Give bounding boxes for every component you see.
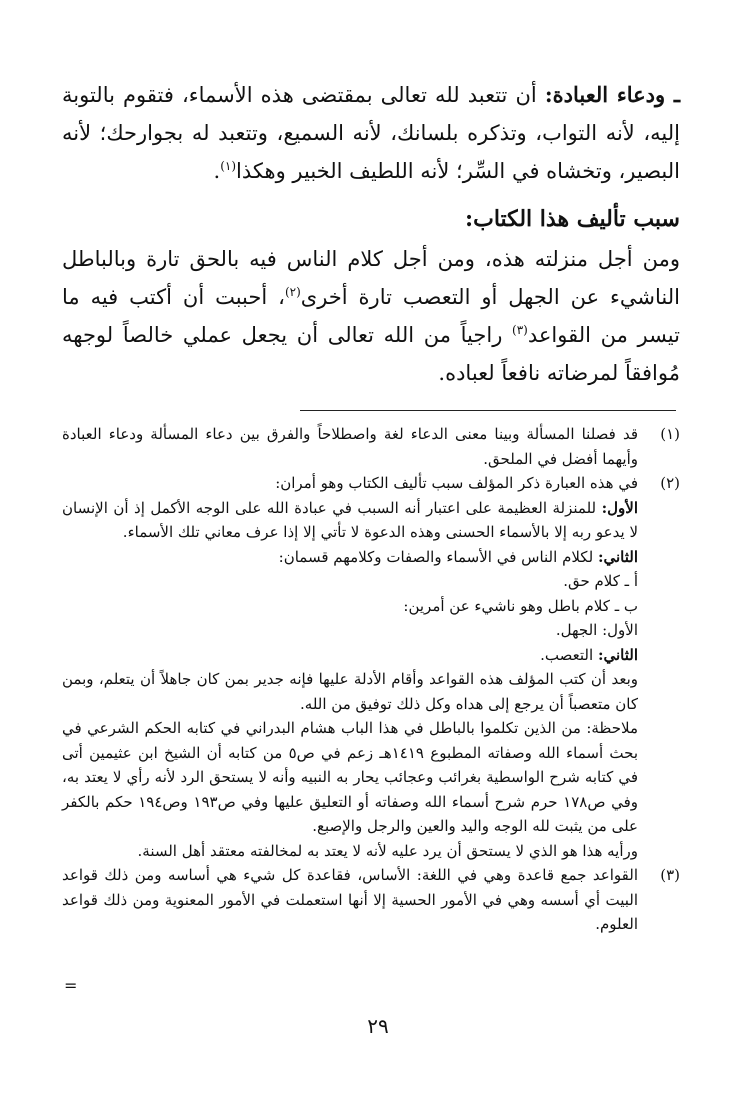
footnote-separator xyxy=(300,410,676,411)
footnote-line: أ ـ كلام حق. xyxy=(563,572,638,590)
term-label: ـ ودعاء العبادة: xyxy=(544,82,681,107)
footnote-2 xyxy=(62,471,680,863)
page-number: ٢٩ xyxy=(367,1014,389,1038)
footnote-text: قد فصلنا المسألة وبينا معنى الدعاء لغة واصطلاحاً والفرق بين دعاء المسألة ودعاء العبادة وأيهما أفضل في الملحق. xyxy=(62,425,638,468)
label: الثاني: xyxy=(597,645,638,664)
footnote-line: ب ـ كلام باطل وهو ناشيء عن أمرين: xyxy=(403,596,638,615)
text: لكلام الناس في الأسماء والصفات وكلامهم قسمان: xyxy=(278,547,598,566)
paragraph-du-al-ibada xyxy=(62,76,680,190)
continuation-mark: = xyxy=(64,976,78,995)
section-heading: سبب تأليف هذا الكتاب: xyxy=(465,206,680,232)
footnote-ref-1: (١) xyxy=(220,159,237,173)
label: الثاني: xyxy=(597,547,638,566)
label: الأول: xyxy=(601,498,638,517)
paragraph-text: راجياً من الله تعالى أن يجعل عملي خالصاً لوجهه مُوافقاً لمرضاته نافعاً لعباده. xyxy=(62,323,680,385)
text: للمنزلة العظيمة على اعتبار أنه السبب في عبادة الله على الوجه الأكمل إذ أن الإنسان لا يدعو ربه إلا بالأسماء الحسنى وهذه الدعوة لا تأتي إلا إذا عرف معاني تلك الأسماء. xyxy=(62,498,638,541)
text: الجهل. xyxy=(555,621,603,639)
footnotes xyxy=(62,422,680,937)
footnote-text: في هذه العبارة ذكر المؤلف سبب تأليف الكتاب وهو أمران: xyxy=(275,474,638,492)
paragraph-text: ومن أجل منزلته هذه، ومن أجل كلام الناس فيه بالحق تارة وبالباطل الناشيء عن الجهل أو التعصب تارة أخرى xyxy=(62,247,680,309)
footnote-number: (٢) xyxy=(660,474,680,492)
footnote-line xyxy=(62,643,638,668)
footnote-line xyxy=(62,545,638,570)
text: التعصب. xyxy=(540,645,598,664)
paragraph-end: . xyxy=(213,159,221,183)
footnote-number: (١) xyxy=(660,425,680,443)
footnote-line xyxy=(62,618,638,643)
footnote-line xyxy=(62,496,638,545)
footnote-note: ملاحظة: من الذين تكلموا بالباطل في هذا الباب هشام البدراني في كتابه الحكم الشرعي في بحث أسماء الله وصفاته المطبوع ١٤١٩هـ زعم في ص٥ من كتابه أن الشيخ ابن عثيمين أتى في كتابه شرح الواسطية بغرائب وعجائب يحار به النبيه وأنه لا يستحق الرد لأنه رأي لا يعتد به، وفي ص١٧٨ حرم شرح أسماء الله وصفاته أو التعليق عليها وفي ص١٩٣ وص١٩٤ حكم بالكفر على من يثبت لله الوجه واليد والعين والرجل والإصبع. xyxy=(62,719,638,835)
footnote-ref-3: (٣) xyxy=(512,323,528,337)
footnote-number: (٣) xyxy=(660,866,680,884)
paragraph-reason xyxy=(62,240,680,392)
footnote-line: ورأيه هذا هو الذي لا يستحق أن يرد عليه لأنه لا يعتد به لمخالفته معتقد أهل السنة. xyxy=(137,841,638,860)
paragraph-text: ، أحببت أن أكتب فيه ما تيسر من القواعد xyxy=(62,285,680,347)
footnote-3 xyxy=(62,863,680,937)
footnote-line: وبعد أن كتب المؤلف هذه القواعد وأقام الأدلة عليها فإنه جدير بمن كان جاهلاً أن يتعلم، وبمن كان متعصباً أن يرجع إلى هداه وكل ذلك توفيق من الله. xyxy=(62,670,638,713)
main-text xyxy=(62,76,680,392)
footnote-1 xyxy=(62,422,680,471)
paragraph-text: أن تتعبد لله تعالى بمقتضى هذه الأسماء، فتقوم بالتوبة إليه، لأنه التواب، وتذكره بلسانك، لأنه السميع، وتتعبد له بجوارحك؛ لأنه البصير، وتخشاه في السِّر؛ لأنه اللطيف الخبير وهكذا xyxy=(62,83,680,183)
footnote-ref-2: (٢) xyxy=(284,285,301,299)
footnote-text: القواعد جمع قاعدة وهي في اللغة: الأساس، فقاعدة كل شيء هي أساسه ومن ذلك قواعد البيت أي أسسه وهي في الأمور الحسية إلا أنها استعملت في الأمور المعنوية ومن ذلك قواعد العلوم. xyxy=(62,866,638,933)
label: الأول: xyxy=(602,621,638,639)
